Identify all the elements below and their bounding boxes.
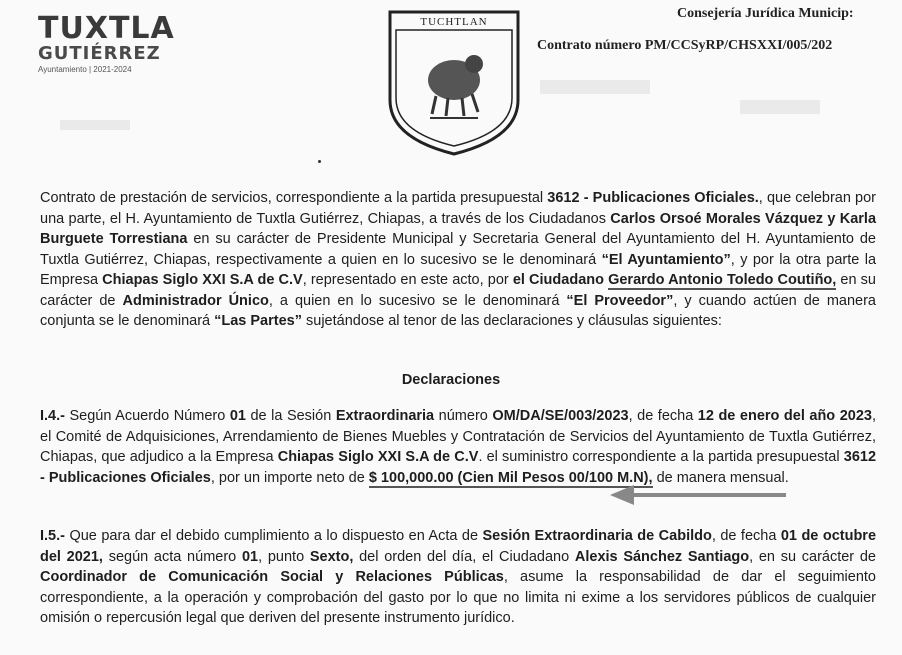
tuchtlan-seal: [386, 8, 522, 156]
logo-line1: TUXTLA: [38, 11, 175, 46]
logo-line2: GUTIÉRREZ: [38, 43, 161, 64]
scan-noise: [740, 100, 820, 114]
logo-line3: Ayuntamiento | 2021-2024: [38, 65, 132, 74]
supplier-name-underlined: Gerardo Antonio Toledo Coutiño,: [608, 272, 837, 288]
header-contract-number: Contrato número PM/CCSyRP/CHSXXI/005/202: [537, 38, 833, 53]
arrow-left-icon: [610, 484, 788, 506]
declaration-i4: I.4.- Según Acuerdo Número 01 de la Sesión Extraordinaria número OM/DA/SE/003/2023, de fecha 12 de enero del año 2023, el Comité de Adquisiciones, Arrendamiento de Bienes Muebles y Contratación de Servicios del Ayuntamiento de Tuxtla Gutiérrez, Chiapas, que adjudico a la Empresa Chiapas Siglo XXI S.A de C.V. el suministro correspondiente a la partida presupuestal 3612 - Publicaciones Oficiales, por un importe neto de $ 100,000.00 (Cien Mil Pesos 00/100 M.N), de manera mensual.: [40, 408, 877, 486]
scan-dot: [318, 160, 321, 163]
city-logo: [38, 11, 198, 74]
declaration-i5: I.5.- Que para dar el debido cumplimiento a lo dispuesto en Acta de Sesión Extraordinaria de Cabildo, de fecha 01 de octubre del 2021, según acta número 01, punto Sexto, del orden del día, el Ciudadano Alexis Sánchez Santiago, en su carácter de Coordinador de Comunicación Social y Relaciones Públicas, asume la responsabilidad de dar el seguimiento correspondiente, a la operación y comprobación del gasto por lo que no limita ni exime a los servidores públicos de cualquier omisión o repercusión legal que deriven del presente instrumento jurídico.: [40, 528, 877, 626]
scan-noise: [60, 120, 130, 130]
scan-noise: [540, 80, 650, 94]
amount-underlined: $ 100,000.00 (Cien Mil Pesos 00/100 M.N),: [368, 469, 653, 486]
header-department: Consejería Jurídica Municip:: [677, 6, 854, 21]
intro-paragraph: Contrato de prestación de servicios, correspondiente a la partida presupuestal 3612 - Publicaciones Oficiales., que celebran por una parte, el H. Ayuntamiento de Tuxtla Gutiérrez, Chiapas, a través de los Ciudadanos Carlos Orsoé Morales Vázquez y Karla Burguete Torrestiana en su carácter de Presidente Municipal y Secretaria General del Ayuntamiento del H. Ayuntamiento de Tuxtla Gutiérrez, Chiapas, respectivamente a quien en lo sucesivo se le denominará “El Ayuntamiento”, y por la otra parte la Empresa Chiapas Siglo XXI S.A de C.V, representado en este acto, por el Ciudadano Gerardo Antonio Toledo Coutiño, en su carácter de Administrador Único, a quien en lo sucesivo se le denominará “El Proveedor”, y cuando actúen de manera conjunta se le denominará “Las Partes” sujetándose al tenor de las declaraciones y cláusulas siguientes:: [40, 190, 877, 329]
seal-text: TUCHTLAN: [420, 16, 488, 28]
section-heading: Declaraciones: [401, 372, 501, 388]
